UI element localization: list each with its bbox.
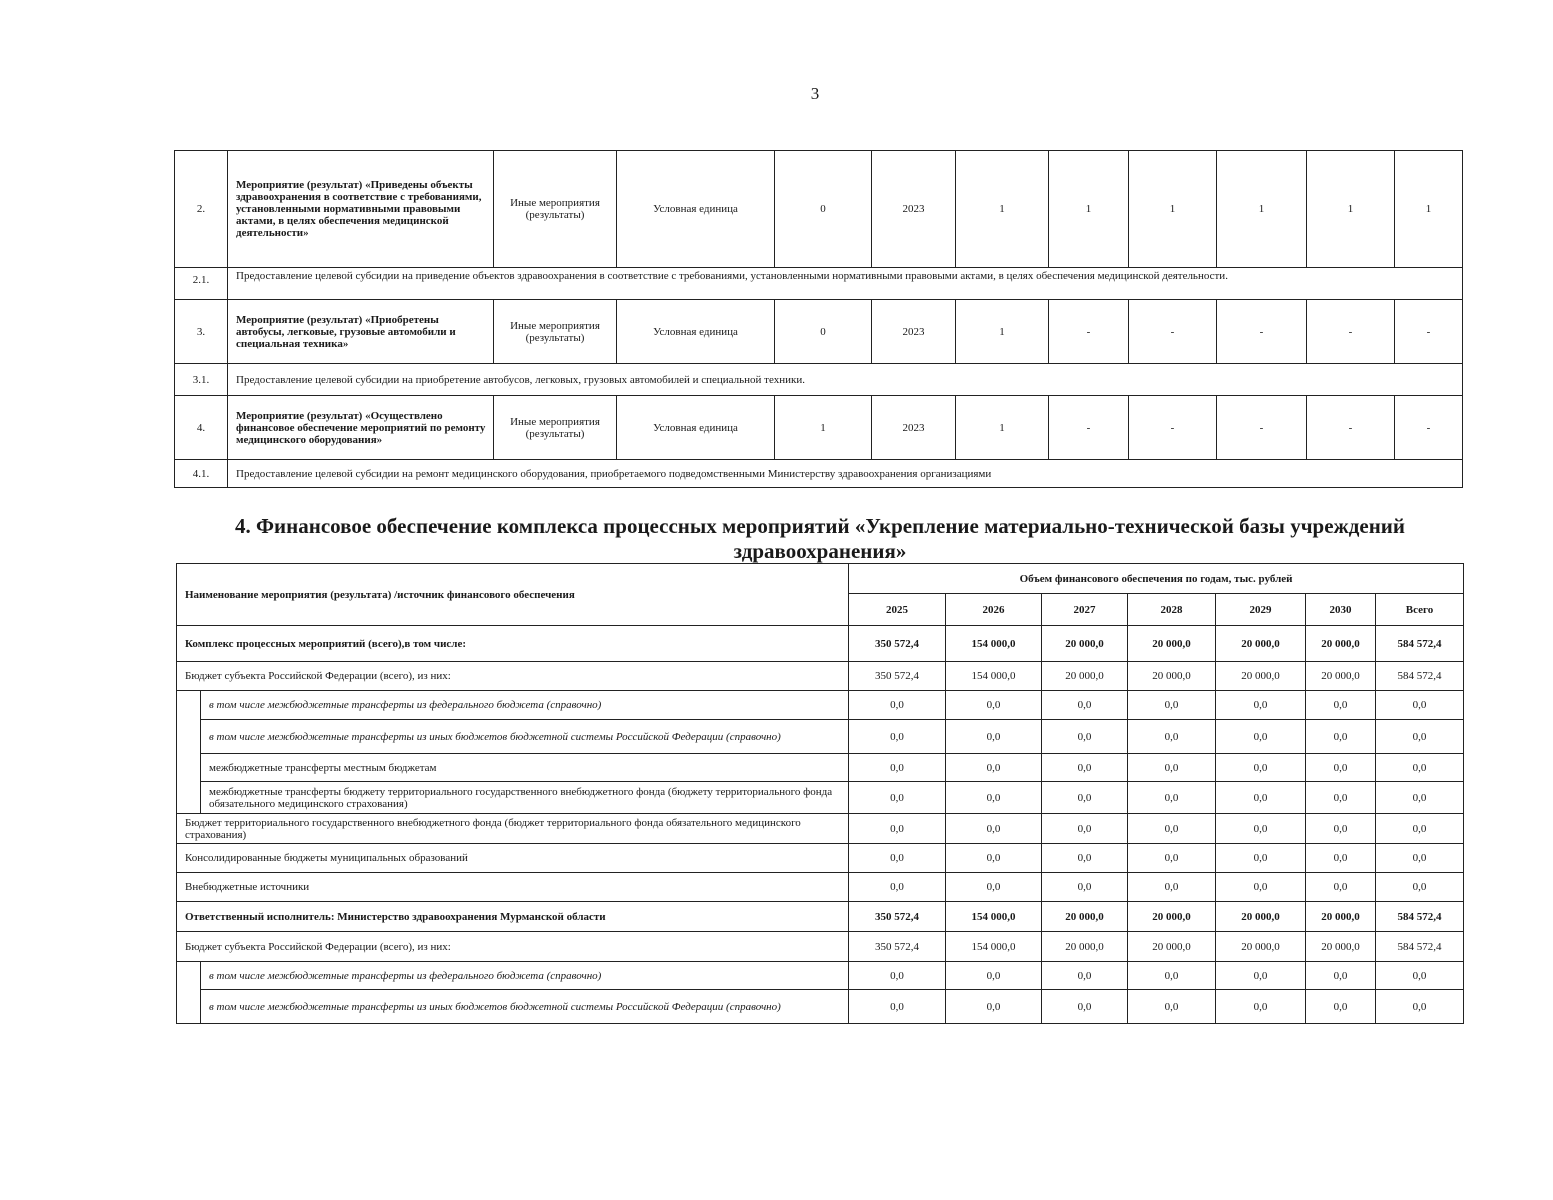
base-year: 2023 bbox=[872, 300, 956, 364]
amount-cell: 0,0 bbox=[1042, 782, 1128, 814]
table-row bbox=[177, 873, 1464, 902]
amount-cell: 0,0 bbox=[1128, 962, 1216, 990]
value-cell: 1 bbox=[956, 396, 1049, 460]
year-header: Всего bbox=[1376, 594, 1464, 626]
row-number: 4.1. bbox=[175, 460, 228, 488]
value-cell: - bbox=[1129, 300, 1217, 364]
row-label: в том числе межбюджетные трансферты из иных бюджетов бюджетной системы Российской Федерации (справочно) bbox=[201, 990, 849, 1024]
amount-cell: 0,0 bbox=[1306, 844, 1376, 873]
amount-cell: 0,0 bbox=[1306, 754, 1376, 782]
amount-cell: 0,0 bbox=[1128, 873, 1216, 902]
amount-cell: 0,0 bbox=[1376, 844, 1464, 873]
amount-cell: 0,0 bbox=[1128, 814, 1216, 844]
row-number: 2. bbox=[175, 151, 228, 268]
row-label: Бюджет территориального государственного внебюджетного фонда (бюджет территориального фонда обязательного медицинского страхования) bbox=[177, 814, 849, 844]
table-row bbox=[175, 460, 1463, 488]
finance-table bbox=[176, 563, 1464, 1024]
amount-cell: 0,0 bbox=[946, 814, 1042, 844]
amount-cell: 0,0 bbox=[946, 720, 1042, 754]
amount-cell: 0,0 bbox=[1306, 720, 1376, 754]
base-value: 0 bbox=[775, 151, 872, 268]
amount-cell: 0,0 bbox=[1306, 962, 1376, 990]
amount-cell: 0,0 bbox=[1128, 844, 1216, 873]
amount-cell: 20 000,0 bbox=[1042, 626, 1128, 662]
value-cell: - bbox=[1395, 300, 1463, 364]
amount-cell: 0,0 bbox=[1128, 754, 1216, 782]
table-row bbox=[177, 626, 1464, 662]
amount-cell: 0,0 bbox=[1216, 814, 1306, 844]
amount-cell: 20 000,0 bbox=[1216, 902, 1306, 932]
value-cell: 1 bbox=[956, 300, 1049, 364]
value-cell: - bbox=[1217, 300, 1307, 364]
row-number: 3. bbox=[175, 300, 228, 364]
base-year: 2023 bbox=[872, 151, 956, 268]
amount-cell: 0,0 bbox=[1128, 990, 1216, 1024]
row-number: 2.1. bbox=[175, 268, 228, 300]
value-cell: 1 bbox=[1217, 151, 1307, 268]
row-label: в том числе межбюджетные трансферты из федерального бюджета (справочно) bbox=[201, 962, 849, 990]
amount-cell: 20 000,0 bbox=[1216, 626, 1306, 662]
amount-cell: 0,0 bbox=[1306, 990, 1376, 1024]
value-cell: - bbox=[1217, 396, 1307, 460]
header-name: Наименование мероприятия (результата) /источник финансового обеспечения bbox=[177, 564, 849, 626]
amount-cell: 0,0 bbox=[946, 754, 1042, 782]
amount-cell: 20 000,0 bbox=[1306, 626, 1376, 662]
result-type: Иные мероприятия (результаты) bbox=[494, 300, 617, 364]
base-value: 0 bbox=[775, 300, 872, 364]
amount-cell: 0,0 bbox=[1306, 814, 1376, 844]
unit: Условная единица bbox=[617, 151, 775, 268]
amount-cell: 0,0 bbox=[1042, 990, 1128, 1024]
year-header: 2025 bbox=[849, 594, 946, 626]
value-cell: 1 bbox=[1129, 151, 1217, 268]
amount-cell: 20 000,0 bbox=[1306, 662, 1376, 691]
amount-cell: 0,0 bbox=[1042, 814, 1128, 844]
row-number: 3.1. bbox=[175, 364, 228, 396]
table-row bbox=[177, 754, 1464, 782]
result-name: Мероприятие (результат) «Осуществлено финансовое обеспечение мероприятий по ремонту медицинского оборудования» bbox=[228, 396, 494, 460]
indent-cell bbox=[177, 691, 201, 720]
header-volume: Объем финансового обеспечения по годам, тыс. рублей bbox=[849, 564, 1464, 594]
amount-cell: 350 572,4 bbox=[849, 662, 946, 691]
amount-cell: 0,0 bbox=[849, 873, 946, 902]
indent-cell bbox=[177, 962, 201, 990]
amount-cell: 20 000,0 bbox=[1128, 902, 1216, 932]
indent-cell bbox=[177, 720, 201, 754]
row-label: Ответственный исполнитель: Министерство здравоохранения Мурманской области bbox=[177, 902, 849, 932]
amount-cell: 0,0 bbox=[1128, 691, 1216, 720]
amount-cell: 0,0 bbox=[849, 720, 946, 754]
row-label: Внебюджетные источники bbox=[177, 873, 849, 902]
result-type: Иные мероприятия (результаты) bbox=[494, 396, 617, 460]
row-label: Бюджет субъекта Российской Федерации (всего), из них: bbox=[177, 932, 849, 962]
amount-cell: 0,0 bbox=[1376, 754, 1464, 782]
amount-cell: 20 000,0 bbox=[1042, 902, 1128, 932]
amount-cell: 0,0 bbox=[1042, 844, 1128, 873]
table-row bbox=[177, 932, 1464, 962]
value-cell: - bbox=[1307, 396, 1395, 460]
table-row bbox=[177, 662, 1464, 691]
amount-cell: 0,0 bbox=[1376, 814, 1464, 844]
amount-cell: 20 000,0 bbox=[1042, 932, 1128, 962]
amount-cell: 20 000,0 bbox=[1128, 626, 1216, 662]
indent-cell bbox=[177, 990, 201, 1024]
amount-cell: 584 572,4 bbox=[1376, 932, 1464, 962]
table-row bbox=[177, 990, 1464, 1024]
table-row bbox=[177, 844, 1464, 873]
amount-cell: 0,0 bbox=[946, 962, 1042, 990]
amount-cell: 20 000,0 bbox=[1128, 932, 1216, 962]
amount-cell: 0,0 bbox=[1216, 754, 1306, 782]
amount-cell: 0,0 bbox=[1042, 720, 1128, 754]
amount-cell: 0,0 bbox=[1042, 691, 1128, 720]
value-cell: - bbox=[1307, 300, 1395, 364]
amount-cell: 0,0 bbox=[946, 782, 1042, 814]
amount-cell: 0,0 bbox=[946, 873, 1042, 902]
table-header-row bbox=[177, 564, 1464, 594]
amount-cell: 0,0 bbox=[849, 754, 946, 782]
year-header: 2028 bbox=[1128, 594, 1216, 626]
value-cell: 1 bbox=[1049, 151, 1129, 268]
year-header: 2027 bbox=[1042, 594, 1128, 626]
amount-cell: 20 000,0 bbox=[1306, 902, 1376, 932]
amount-cell: 0,0 bbox=[849, 782, 946, 814]
amount-cell: 0,0 bbox=[1216, 720, 1306, 754]
amount-cell: 0,0 bbox=[1128, 782, 1216, 814]
amount-cell: 20 000,0 bbox=[1306, 932, 1376, 962]
amount-cell: 0,0 bbox=[1042, 962, 1128, 990]
amount-cell: 0,0 bbox=[1128, 720, 1216, 754]
amount-cell: 350 572,4 bbox=[849, 902, 946, 932]
table-row bbox=[177, 962, 1464, 990]
unit: Условная единица bbox=[617, 396, 775, 460]
amount-cell: 0,0 bbox=[1306, 691, 1376, 720]
result-name: Мероприятие (результат) «Приведены объекты здравоохранения в соответствие с требованиями, установленными нормативными правовыми актами, в целях обеспечения медицинской деятельности» bbox=[228, 151, 494, 268]
row-label: Комплекс процессных мероприятий (всего),в том числе: bbox=[177, 626, 849, 662]
amount-cell: 0,0 bbox=[1216, 782, 1306, 814]
amount-cell: 584 572,4 bbox=[1376, 626, 1464, 662]
table-row bbox=[175, 300, 1463, 364]
results-table bbox=[174, 150, 1463, 488]
section-title: 4. Финансовое обеспечение комплекса процессных мероприятий «Укрепление материально-технической базы учреждений здравоохранения» bbox=[234, 514, 1406, 563]
amount-cell: 0,0 bbox=[1216, 844, 1306, 873]
result-name: Мероприятие (результат) «Приобретены автобусы, легковые, грузовые автомобили и специальная техника» bbox=[228, 300, 494, 364]
table-row bbox=[177, 782, 1464, 814]
amount-cell: 0,0 bbox=[1306, 873, 1376, 902]
row-label: Бюджет субъекта Российской Федерации (всего), из них: bbox=[177, 662, 849, 691]
amount-cell: 0,0 bbox=[1376, 873, 1464, 902]
amount-cell: 154 000,0 bbox=[946, 902, 1042, 932]
amount-cell: 0,0 bbox=[946, 990, 1042, 1024]
amount-cell: 20 000,0 bbox=[1042, 662, 1128, 691]
row-label: в том числе межбюджетные трансферты из иных бюджетов бюджетной системы Российской Федерации (справочно) bbox=[201, 720, 849, 754]
amount-cell: 0,0 bbox=[1376, 782, 1464, 814]
amount-cell: 0,0 bbox=[1216, 962, 1306, 990]
table-row bbox=[177, 691, 1464, 720]
amount-cell: 0,0 bbox=[849, 691, 946, 720]
amount-cell: 0,0 bbox=[946, 691, 1042, 720]
value-cell: - bbox=[1049, 300, 1129, 364]
amount-cell: 0,0 bbox=[946, 844, 1042, 873]
amount-cell: 0,0 bbox=[1042, 754, 1128, 782]
table-row bbox=[175, 268, 1463, 300]
value-cell: - bbox=[1129, 396, 1217, 460]
amount-cell: 0,0 bbox=[1216, 990, 1306, 1024]
table-row bbox=[175, 396, 1463, 460]
amount-cell: 0,0 bbox=[849, 844, 946, 873]
year-header: 2026 bbox=[946, 594, 1042, 626]
amount-cell: 584 572,4 bbox=[1376, 662, 1464, 691]
row-label: Консолидированные бюджеты муниципальных образований bbox=[177, 844, 849, 873]
row-label: межбюджетные трансферты бюджету территориального государственного внебюджетного фонда (бюджету территориального фонда обязательного медицинского страхования) bbox=[201, 782, 849, 814]
base-value: 1 bbox=[775, 396, 872, 460]
row-label: в том числе межбюджетные трансферты из федерального бюджета (справочно) bbox=[201, 691, 849, 720]
amount-cell: 0,0 bbox=[1306, 782, 1376, 814]
amount-cell: 0,0 bbox=[1216, 873, 1306, 902]
amount-cell: 154 000,0 bbox=[946, 626, 1042, 662]
table-row bbox=[177, 814, 1464, 844]
amount-cell: 584 572,4 bbox=[1376, 902, 1464, 932]
row-label: межбюджетные трансферты местным бюджетам bbox=[201, 754, 849, 782]
year-header: 2030 bbox=[1306, 594, 1376, 626]
amount-cell: 0,0 bbox=[1376, 691, 1464, 720]
amount-cell: 350 572,4 bbox=[849, 626, 946, 662]
base-year: 2023 bbox=[872, 396, 956, 460]
amount-cell: 20 000,0 bbox=[1128, 662, 1216, 691]
indent-cell bbox=[177, 782, 201, 814]
amount-cell: 0,0 bbox=[1042, 873, 1128, 902]
amount-cell: 350 572,4 bbox=[849, 932, 946, 962]
amount-cell: 0,0 bbox=[1216, 691, 1306, 720]
table-row bbox=[175, 151, 1463, 268]
row-number: 4. bbox=[175, 396, 228, 460]
amount-cell: 154 000,0 bbox=[946, 932, 1042, 962]
value-cell: - bbox=[1395, 396, 1463, 460]
page-number: 3 bbox=[810, 84, 820, 103]
value-cell: 1 bbox=[1307, 151, 1395, 268]
amount-cell: 0,0 bbox=[1376, 720, 1464, 754]
table-row bbox=[175, 364, 1463, 396]
amount-cell: 20 000,0 bbox=[1216, 662, 1306, 691]
sub-result-description: Предоставление целевой субсидии на ремонт медицинского оборудования, приобретаемого подведомственными Министерству здравоохранения организациями bbox=[228, 460, 1463, 488]
result-type: Иные мероприятия (результаты) bbox=[494, 151, 617, 268]
table-row bbox=[177, 720, 1464, 754]
value-cell: 1 bbox=[1395, 151, 1463, 268]
amount-cell: 0,0 bbox=[849, 962, 946, 990]
unit: Условная единица bbox=[617, 300, 775, 364]
amount-cell: 0,0 bbox=[849, 814, 946, 844]
year-header: 2029 bbox=[1216, 594, 1306, 626]
amount-cell: 0,0 bbox=[849, 990, 946, 1024]
sub-result-description: Предоставление целевой субсидии на приобретение автобусов, легковых, грузовых автомобилей и специальной техники. bbox=[228, 364, 1463, 396]
indent-cell bbox=[177, 754, 201, 782]
amount-cell: 0,0 bbox=[1376, 962, 1464, 990]
value-cell: - bbox=[1049, 396, 1129, 460]
amount-cell: 20 000,0 bbox=[1216, 932, 1306, 962]
sub-result-description: Предоставление целевой субсидии на приведение объектов здравоохранения в соответствие с требованиями, установленными нормативными правовыми актами, в целях обеспечения медицинской деятельности. bbox=[228, 268, 1463, 300]
amount-cell: 0,0 bbox=[1376, 990, 1464, 1024]
value-cell: 1 bbox=[956, 151, 1049, 268]
amount-cell: 154 000,0 bbox=[946, 662, 1042, 691]
table-row bbox=[177, 902, 1464, 932]
